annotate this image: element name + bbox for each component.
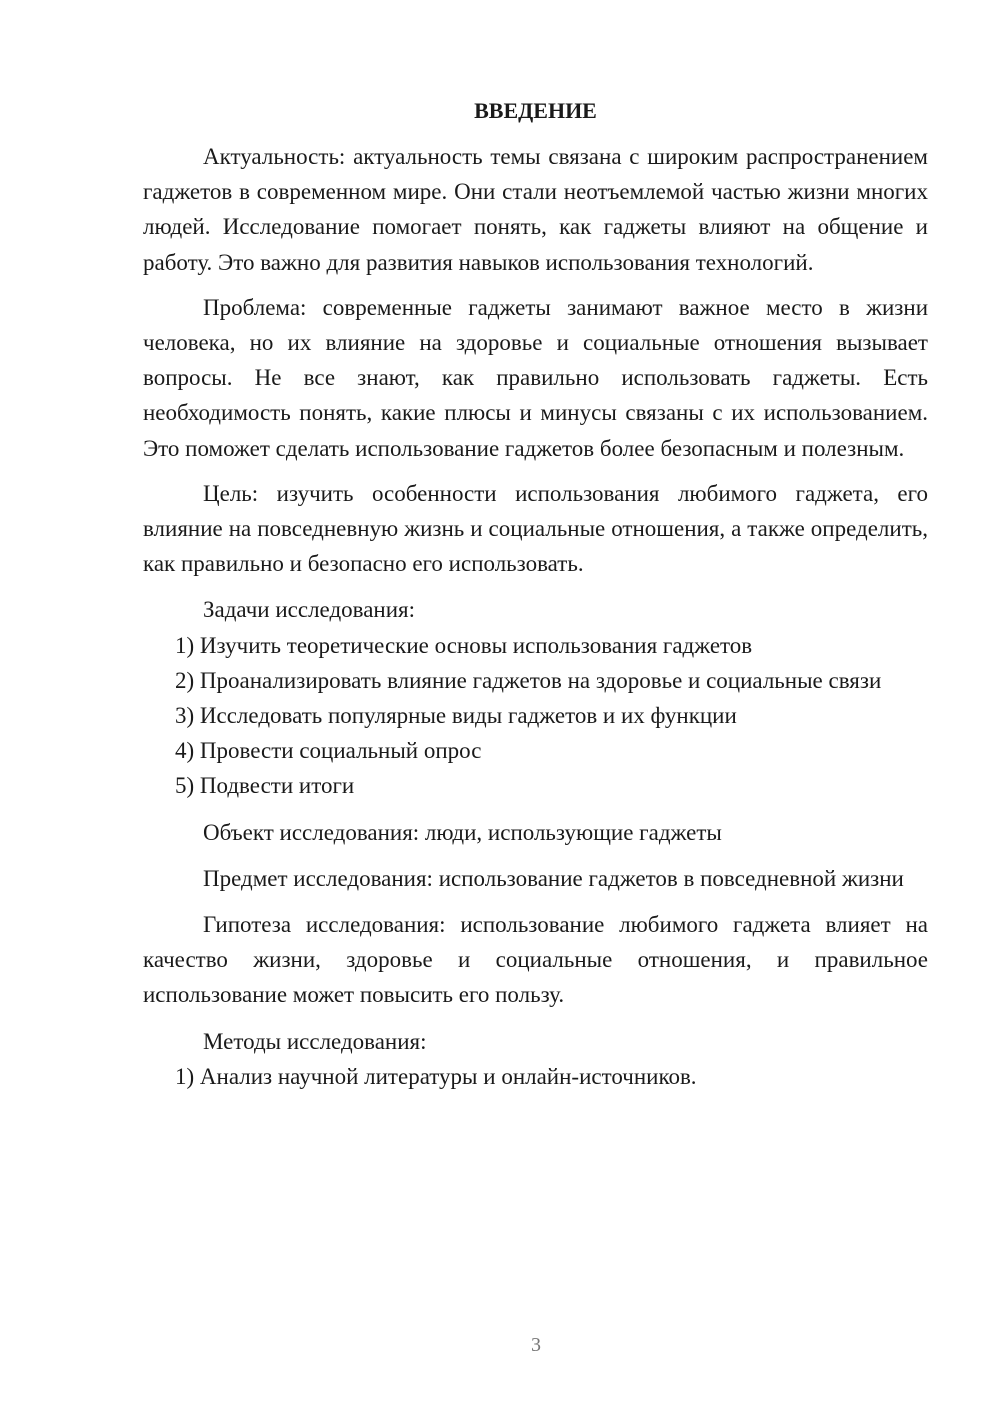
- text-column: [143, 96, 928, 1094]
- methods-heading: Методы исследования:: [203, 1028, 427, 1054]
- page-number: 3: [531, 1334, 541, 1356]
- task-item: 5) Подвести итоги: [175, 773, 355, 799]
- task-item: 4) Провести социальный опрос: [175, 738, 482, 764]
- task-item: 2) Проанализировать влияние гаджетов на здоровье и социальные связи: [175, 667, 882, 693]
- hypothesis-paragraph: Гипотеза исследования: использование любимого гаджета влияет на качество жизни, здоровье и социальные отношения, и правильное использование может повысить его пользу.: [143, 912, 928, 1008]
- subject-paragraph: Предмет исследования: использование гаджетов в повседневной жизни: [203, 865, 904, 891]
- task-item: 3) Исследовать популярные виды гаджетов и их функции: [175, 703, 737, 729]
- relevance-paragraph: Актуальность: актуальность темы связана с широким распространением гаджетов в современном мире. Они стали неотъемлемой частью жизни многих людей. Исследование помогает понять, как гаджеты влияют на общение и работу. Это важно для развития навыков использования технологий.: [143, 144, 928, 275]
- tasks-heading: Задачи исследования:: [203, 597, 416, 623]
- object-paragraph: Объект исследования: люди, использующие гаджеты: [203, 819, 722, 845]
- goal-paragraph: Цель: изучить особенности использования любимого гаджета, его влияние на повседневную жизнь и социальные отношения, а также определить, как правильно и безопасно его использовать.: [143, 480, 928, 577]
- method-item: 1) Анализ научной литературы и онлайн-источников.: [175, 1063, 697, 1089]
- problem-paragraph: Проблема: современные гаджеты занимают важное место в жизни человека, но их влияние на здоровье и социальные отношения вызывает вопросы. Не все знают, как правильно использовать гаджеты. Есть необходимость понять, какие плюсы и минусы связаны с их использованием. Это поможет сделать использование гаджетов более безопасным и полезным.: [143, 294, 928, 461]
- page-title: ВВЕДЕНИЕ: [474, 98, 597, 123]
- task-item: 1) Изучить теоретические основы использования гаджетов: [175, 632, 753, 658]
